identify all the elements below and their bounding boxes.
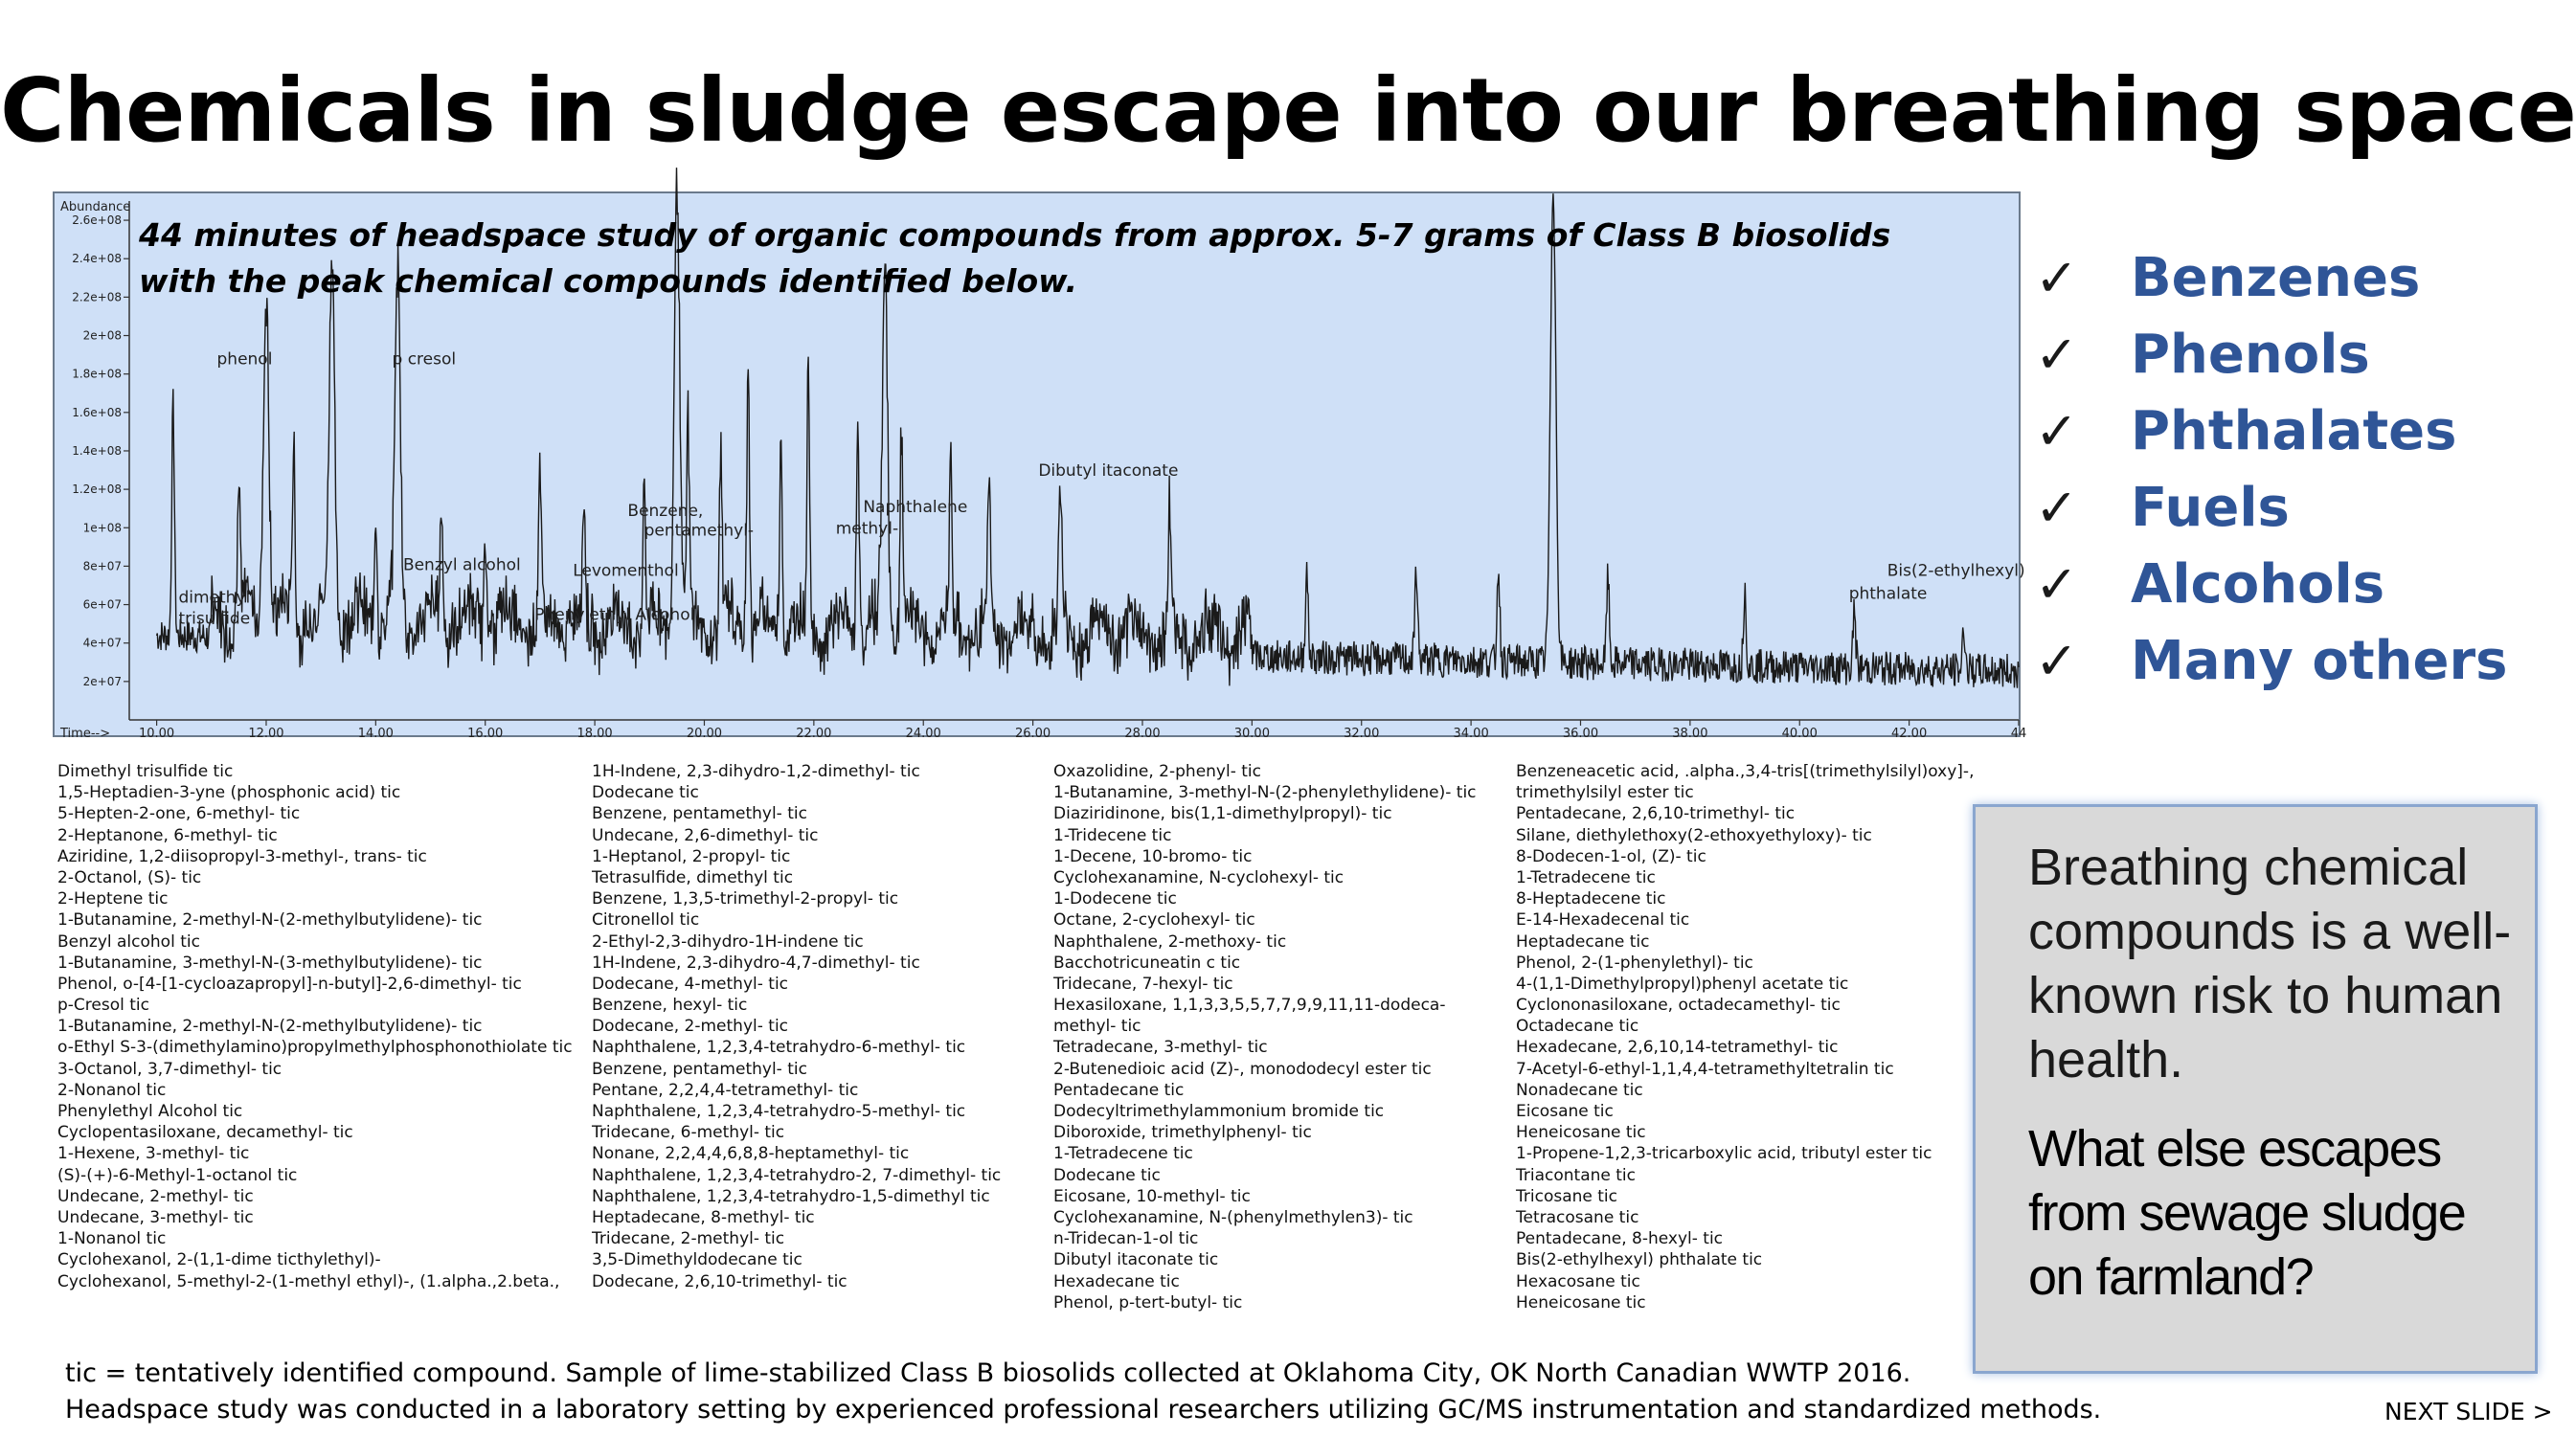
compound-item: Dodecyltrimethylammonium bromide tic	[1053, 1102, 1385, 1121]
compound-item: 1-Tridecene tic	[1053, 825, 1172, 845]
compound-item: 3,5-Dimethyldodecane tic	[592, 1250, 802, 1270]
compound-item: Triacontane tic	[1516, 1165, 1636, 1185]
compound-item: 1H-Indene, 2,3-dihydro-4,7-dimethyl- tic	[592, 953, 920, 973]
x-tick-label: 22.00	[796, 727, 832, 741]
compound-item: 1-Propene-1,2,3-tricarboxylic acid, tributyl ester tic	[1516, 1144, 1932, 1164]
chart-caption: 44 minutes of headspace study of organic compounds from approx. 5-7 grams of Class B biosolids with the peak chemical compounds identified below.	[139, 216, 1891, 300]
compound-item: 1-Tetradecene tic	[1516, 867, 1656, 887]
check-mark-icon: ✓	[2035, 400, 2079, 461]
compound-item: 2-Nonanol tic	[57, 1080, 167, 1100]
peak-annotation: pentamethyl-	[644, 521, 755, 541]
compound-item: E-14-Hexadecenal tic	[1516, 910, 1690, 931]
compound-item: Silane, diethylethoxy(2-ethoxyethyloxy)- tic	[1516, 825, 1872, 845]
compound-item: 1-Nonanol tic	[57, 1229, 167, 1249]
compound-item: Heptadecane, 8-methyl- tic	[592, 1207, 815, 1227]
compound-item: Pentadecane tic	[1053, 1080, 1185, 1100]
y-tick-label: 1.4e+08	[72, 443, 122, 458]
x-tick-label: 18.00	[576, 727, 613, 741]
check-mark-icon: ✓	[2035, 324, 2079, 385]
x-tick-label: 28.00	[1124, 727, 1161, 741]
x-tick-label: 42.00	[1891, 727, 1928, 741]
compound-item: Citronellol tic	[592, 910, 700, 931]
compound-item: Tetradecane, 3-methyl- tic	[1053, 1038, 1268, 1058]
compound-item: Tridecane, 6-methyl- tic	[592, 1123, 785, 1143]
compound-item: Hexadecane tic	[1053, 1271, 1180, 1291]
peak-annotation: Bis(2-ethylhexyl)	[1887, 561, 2025, 581]
x-tick-label: 24.00	[905, 727, 941, 741]
compound-item: 1-Tetradecene tic	[1053, 1144, 1193, 1164]
checklist-label: Phenols	[2131, 323, 2370, 386]
compound-item: Tetrasulfide, dimethyl tic	[592, 867, 794, 887]
compound-class-checklist	[2035, 239, 2552, 699]
compound-item: 1-Decene, 10-bromo- tic	[1053, 846, 1253, 866]
compound-item: Phenylethyl Alcohol tic	[57, 1102, 243, 1121]
compound-item: Cyclopentasiloxane, decamethyl- tic	[57, 1123, 353, 1143]
compound-item: Octane, 2-cyclohexyl- tic	[1053, 910, 1255, 931]
compound-item: Naphthalene, 1,2,3,4-tetrahydro-6-methyl- tic	[592, 1038, 966, 1058]
checklist-label: Phthalates	[2131, 399, 2457, 462]
peak-annotation: Dibutyl itaconate	[1038, 461, 1179, 482]
compound-item: Diaziridinone, bis(1,1-dimethylpropyl)- tic	[1053, 804, 1392, 824]
compound-item: Pentadecane, 2,6,10-trimethyl- tic	[1516, 804, 1796, 824]
compound-list-column-2	[592, 761, 1001, 1292]
peak-annotation: trisulfide	[178, 609, 251, 629]
compound-item: 1,5-Heptadien-3-yne (phosphonic acid) tic	[57, 783, 401, 803]
y-tick-label: 6e+07	[82, 597, 122, 612]
compound-item: Heneicosane tic	[1516, 1123, 1646, 1143]
check-mark-icon: ✓	[2035, 630, 2079, 691]
compound-item: Hexadecane, 2,6,10,14-tetramethyl- tic	[1516, 1038, 1839, 1058]
chromatogram-chart	[53, 191, 2027, 741]
peak-annotation: Levomenthol	[573, 561, 679, 581]
compound-item: Tetracosane tic	[1516, 1207, 1639, 1227]
compound-item: 4-(1,1-Dimethylpropyl)phenyl acetate tic	[1516, 974, 1849, 994]
compound-item: Aziridine, 1,2-diisopropyl-3-methyl-, trans- tic	[57, 846, 427, 866]
compound-item: Oxazolidine, 2-phenyl- tic	[1053, 762, 1261, 781]
compound-item: Dodecane tic	[592, 783, 699, 803]
checklist-item	[2035, 239, 2552, 316]
checklist-label: Many others	[2131, 629, 2508, 692]
compound-item: (S)-(+)-6-Methyl-1-octanol tic	[57, 1165, 298, 1185]
compound-item: 5-Hepten-2-one, 6-methyl- tic	[57, 804, 301, 824]
x-tick-label: 16.00	[467, 727, 504, 741]
peak-annotation: Benzene,	[627, 502, 704, 522]
callout-question: What else escapes from sewage sludge on farmland?	[2028, 1120, 2466, 1306]
x-tick-label: 36.00	[1562, 727, 1599, 741]
compound-item: Benzene, 1,3,5-trimethyl-2-propyl- tic	[592, 889, 899, 909]
compound-item: Benzyl alcohol tic	[57, 931, 200, 952]
compound-item: 8-Heptadecene tic	[1516, 889, 1666, 909]
compound-item: Tridecane, 7-hexyl- tic	[1053, 974, 1233, 994]
compound-item: Eicosane, 10-methyl- tic	[1053, 1186, 1251, 1206]
compound-item: n-Tridecan-1-ol tic	[1053, 1229, 1199, 1249]
compound-item: Nonadecane tic	[1516, 1080, 1643, 1100]
checklist-item	[2035, 546, 2552, 622]
compound-item: 2-Heptene tic	[57, 889, 169, 909]
peak-annotation: Naphthalene	[863, 498, 968, 518]
footnote-line-1: tic = tentatively identified compound. Sample of lime-stabilized Class B biosolids collected at Oklahoma City, OK North Canadian WWTP 2016.	[65, 1358, 1911, 1388]
compound-item: 1-Butanamine, 2-methyl-N-(2-methylbutylidene)- tic	[57, 1017, 483, 1037]
y-tick-label: 2.6e+08	[72, 213, 122, 228]
compound-item: Bacchotricuneatin c tic	[1053, 953, 1241, 973]
compound-item: Naphthalene, 1,2,3,4-tetrahydro-5-methyl- tic	[592, 1102, 966, 1121]
footnote-line-2: Headspace study was conducted in a laboratory setting by experienced professional researchers utilizing GC/MS instrumentation and standardized methods.	[65, 1395, 2102, 1425]
compound-item: Hexasiloxane, 1,1,3,3,5,5,7,7,9,9,11,11-dodeca-	[1053, 996, 1446, 1016]
compound-item: Naphthalene, 1,2,3,4-tetrahydro-2, 7-dimethyl- tic	[592, 1165, 1002, 1185]
compound-item: Benzene, pentamethyl- tic	[592, 1059, 807, 1079]
peak-annotation: p cresol	[392, 349, 457, 370]
checklist-label: Alcohols	[2131, 552, 2385, 616]
compound-item: Heptadecane tic	[1516, 931, 1650, 952]
x-tick-label: 44	[2010, 727, 2027, 741]
compound-item: 2-Heptanone, 6-methyl- tic	[57, 825, 278, 845]
compound-item: Phenol, 2-(1-phenylethyl)- tic	[1516, 953, 1753, 973]
x-tick-label: 40.00	[1781, 727, 1818, 741]
next-slide-link[interactable]: NEXT SLIDE >	[2384, 1398, 2553, 1425]
x-tick-label: 10.00	[138, 727, 175, 741]
y-tick-label: 4e+07	[82, 636, 122, 650]
peak-annotation: phenol	[216, 349, 273, 370]
compound-item: Octadecane tic	[1516, 1017, 1639, 1037]
compound-item: 7-Acetyl-6-ethyl-1,1,4,4-tetramethyltetralin tic	[1516, 1059, 1894, 1079]
y-tick-label: 2.4e+08	[72, 252, 122, 266]
compound-item: 1-Butanamine, 2-methyl-N-(2-methylbutylidene)- tic	[57, 910, 483, 931]
compound-item: Dimethyl trisulfide tic	[57, 762, 234, 781]
checklist-label: Fuels	[2131, 476, 2290, 539]
x-tick-label: 32.00	[1344, 727, 1380, 741]
callout-box	[1973, 804, 2538, 1374]
checklist-item	[2035, 393, 2552, 469]
x-tick-label: 14.00	[357, 727, 394, 741]
checklist-label: Benzenes	[2131, 246, 2421, 309]
y-tick-label: 1.8e+08	[72, 367, 122, 381]
check-mark-icon: ✓	[2035, 247, 2079, 308]
checklist-item	[2035, 622, 2552, 699]
y-tick-label: 2.2e+08	[72, 290, 122, 304]
peak-annotation: phthalate	[1848, 584, 1928, 604]
compound-item: Undecane, 2-methyl- tic	[57, 1186, 254, 1206]
compound-item: 1-Dodecene tic	[1053, 889, 1177, 909]
x-tick-label: 30.00	[1233, 727, 1270, 741]
compound-item: Phenol, o-[4-[1-cycloazapropyl]-n-butyl]-2,6-dimethyl- tic	[57, 974, 522, 994]
compound-item: 1-Hexene, 3-methyl- tic	[57, 1144, 250, 1164]
compound-item: Bis(2-ethylhexyl) phthalate tic	[1516, 1250, 1763, 1270]
compound-item: 1H-Indene, 2,3-dihydro-1,2-dimethyl- tic	[592, 762, 920, 781]
peak-annotation: Phenylethyl Alcohol	[534, 605, 695, 625]
compound-item: Dodecane, 2,6,10-trimethyl- tic	[592, 1271, 847, 1291]
compound-item: Eicosane tic	[1516, 1102, 1614, 1121]
peak-annotation: methyl-	[835, 519, 899, 539]
compound-item: Undecane, 3-methyl- tic	[57, 1207, 254, 1227]
compound-item: Benzeneacetic acid, .alpha.,3,4-tris[(trimethylsilyl)oxy]-,	[1516, 762, 1975, 781]
compound-list-column-4	[1516, 761, 1974, 1313]
compound-item: Cyclohexanol, 2-(1,1-dime ticthylethyl)-	[57, 1250, 381, 1270]
compound-item: p-Cresol tic	[57, 996, 149, 1016]
compound-list-column-1	[57, 761, 573, 1292]
x-tick-label: 38.00	[1672, 727, 1708, 741]
compound-item: Naphthalene, 2-methoxy- tic	[1053, 931, 1287, 952]
y-tick-label: 8e+07	[82, 559, 122, 573]
compound-item: Cyclohexanol, 5-methyl-2-(1-methyl ethyl)-, (1.alpha.,2.beta.,	[57, 1271, 560, 1291]
compound-item: o-Ethyl S-3-(dimethylamino)propylmethylphosphonothiolate tic	[57, 1038, 573, 1058]
y-tick-label: 1.2e+08	[72, 482, 122, 497]
peak-annotation: Benzyl alcohol	[402, 555, 521, 575]
compound-item: Tricosane tic	[1516, 1186, 1617, 1206]
y-tick-label: 1.6e+08	[72, 405, 122, 419]
compound-item: 1-Butanamine, 3-methyl-N-(3-methylbutylidene)- tic	[57, 953, 483, 973]
x-tick-label: 20.00	[686, 727, 723, 741]
compound-item: Naphthalene, 1,2,3,4-tetrahydro-1,5-dimethyl tic	[592, 1186, 990, 1206]
compound-item: 2-Butenedioic acid (Z)-, monododecyl ester tic	[1053, 1059, 1432, 1079]
compound-item: Heneicosane tic	[1516, 1292, 1646, 1313]
compound-item: 3-Octanol, 3,7-dimethyl- tic	[57, 1059, 282, 1079]
compound-item: Pentane, 2,2,4,4-tetramethyl- tic	[592, 1080, 859, 1100]
compound-item: Undecane, 2,6-dimethyl- tic	[592, 825, 819, 845]
compound-item: Hexacosane tic	[1516, 1271, 1640, 1291]
compound-item: Nonane, 2,2,4,4,6,8,8-heptamethyl- tic	[592, 1144, 910, 1164]
y-axis-label: Abundance	[60, 200, 131, 214]
compound-item: Dodecane, 2-methyl- tic	[592, 1017, 789, 1037]
check-mark-icon: ✓	[2035, 553, 2079, 615]
compound-item: 1-Butanamine, 3-methyl-N-(2-phenylethylidene)- tic	[1053, 783, 1477, 803]
compound-item: 1-Heptanol, 2-propyl- tic	[592, 846, 791, 866]
compound-item: Dodecane, 4-methyl- tic	[592, 974, 789, 994]
x-tick-label: 26.00	[1014, 727, 1051, 741]
x-tick-label: 12.00	[248, 727, 284, 741]
y-tick-label: 2e+08	[82, 328, 122, 343]
x-tick-label: 34.00	[1453, 727, 1489, 741]
compound-item: Dibutyl itaconate tic	[1053, 1250, 1219, 1270]
compound-item: Tridecane, 2-methyl- tic	[592, 1229, 785, 1249]
compound-item: Diboroxide, trimethylphenyl- tic	[1053, 1123, 1312, 1143]
compound-list-column-3	[1053, 761, 1477, 1313]
checklist-item	[2035, 469, 2552, 546]
compound-item: Pentadecane, 8-hexyl- tic	[1516, 1229, 1724, 1249]
compound-item: methyl- tic	[1053, 1017, 1141, 1037]
compound-item: Dodecane tic	[1053, 1165, 1161, 1185]
compound-item: Phenol, p-tert-butyl- tic	[1053, 1292, 1243, 1313]
compound-item: Benzene, pentamethyl- tic	[592, 804, 807, 824]
compound-item: 8-Dodecen-1-ol, (Z)- tic	[1516, 846, 1706, 866]
y-tick-label: 1e+08	[82, 521, 122, 535]
x-axis-label: Time-->	[60, 727, 111, 741]
check-mark-icon: ✓	[2035, 477, 2079, 538]
compound-item: 2-Octanol, (S)- tic	[57, 867, 202, 887]
compound-item: 2-Ethyl-2,3-dihydro-1H-indene tic	[592, 931, 864, 952]
compound-item: Cyclononasiloxane, octadecamethyl- tic	[1516, 996, 1841, 1016]
compound-item: Cyclohexanamine, N-(phenylmethylen3)- tic	[1053, 1207, 1413, 1227]
compound-item: trimethylsilyl ester tic	[1516, 783, 1694, 803]
callout-text: Breathing chemical compounds is a well-known risk to human health.	[2028, 839, 2512, 1088]
y-tick-label: 2e+07	[82, 674, 122, 688]
slide-title: Chemicals in sludge escape into our breathing space	[0, 59, 2576, 162]
checklist-item	[2035, 316, 2552, 393]
compound-item: Benzene, hexyl- tic	[592, 996, 748, 1016]
compound-item: Cyclohexanamine, N-cyclohexyl- tic	[1053, 867, 1344, 887]
peak-annotation: dimethyl	[178, 588, 251, 608]
